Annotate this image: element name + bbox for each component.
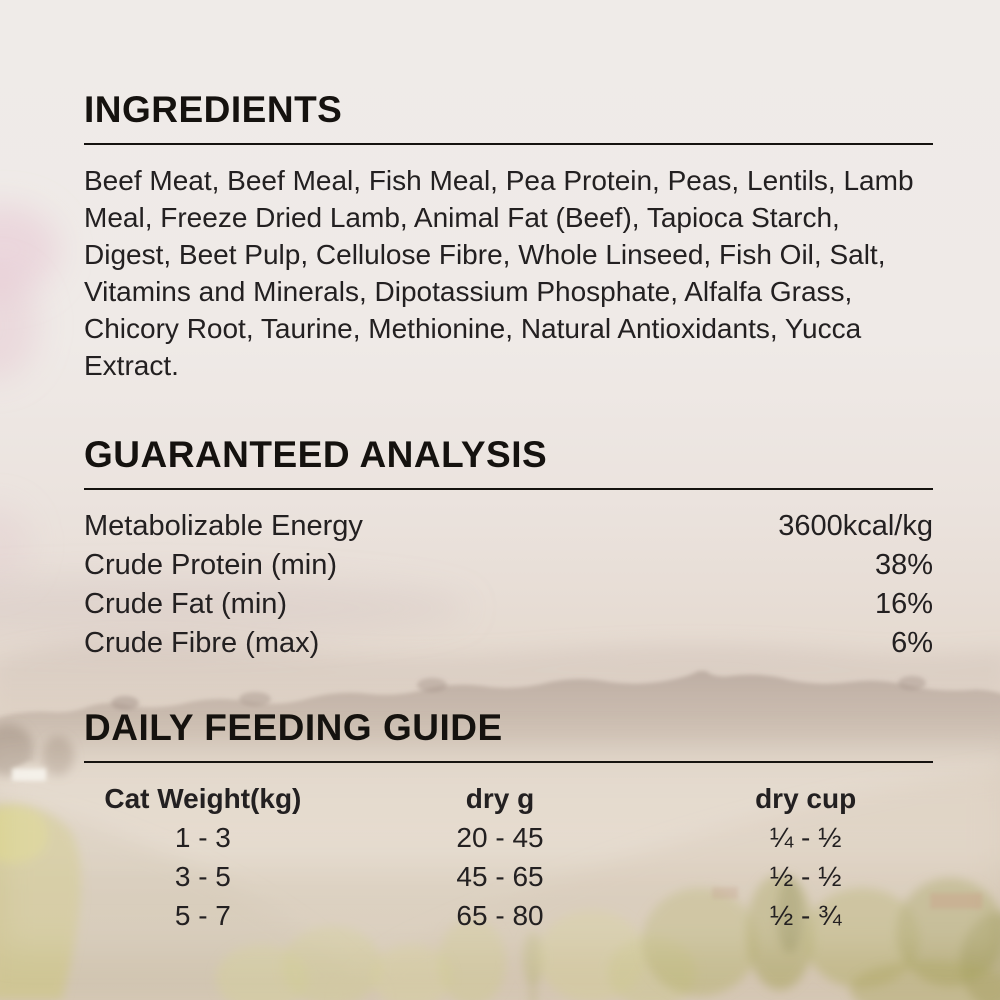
ingredients-text: Beef Meat, Beef Meal, Fish Meal, Pea Protein, Peas, Lentils, Lamb Meal, Freeze Dried Lamb, Animal Fat (Beef), Tapioca Starch, Digest, Beet Pulp, Cellulose Fibre, Whole Linseed, Fish Oil, Salt, Vitamins and Minerals, Dipotassium Phosphate, Alfalfa Grass, Chicory Root, Taurine, Methionine, Natural Antioxidants, Yucca Extract. <box>84 165 914 381</box>
section-divider <box>84 143 933 145</box>
feeding-cell-dry-g: 20 - 45 <box>456 822 544 853</box>
feeding-cell-dry-cup: ½ - ¾ <box>769 900 842 931</box>
analysis-label: Crude Protein (min) <box>84 549 338 581</box>
analysis-row <box>84 546 933 585</box>
analysis-label: Crude Fat (min) <box>84 588 288 620</box>
guaranteed-analysis-heading: GUARANTEED ANALYSIS <box>84 434 548 475</box>
feeding-cell-weight: 3 - 5 <box>174 861 231 892</box>
feeding-table <box>84 779 933 935</box>
analysis-row <box>84 507 933 546</box>
feeding-guide-heading: DAILY FEEDING GUIDE <box>84 707 503 748</box>
analysis-label: Crude Fibre (max) <box>84 627 320 659</box>
feeding-cell-dry-cup: ½ - ½ <box>769 861 842 892</box>
section-divider <box>84 488 933 490</box>
analysis-row <box>84 585 933 624</box>
analysis-value: 16% <box>874 588 933 620</box>
feeding-cell-dry-g: 45 - 65 <box>456 861 544 892</box>
analysis-label: Metabolizable Energy <box>84 510 363 542</box>
feeding-column-header-dry-g: dry g <box>465 783 535 814</box>
feeding-column-header-dry-cup: dry cup <box>755 783 857 814</box>
feeding-column-header-weight: Cat Weight(kg) <box>104 783 302 814</box>
guaranteed-analysis-section <box>84 435 933 663</box>
feeding-cell-weight: 5 - 7 <box>174 900 231 931</box>
analysis-value: 38% <box>874 549 933 581</box>
feeding-cell-weight: 1 - 3 <box>174 822 231 853</box>
feeding-cell-dry-cup: ¼ - ½ <box>769 822 842 853</box>
section-divider <box>84 761 933 763</box>
analysis-value: 3600kcal/kg <box>778 510 933 542</box>
feeding-guide-section <box>84 708 933 935</box>
ingredients-section <box>84 90 933 384</box>
ingredients-heading: INGREDIENTS <box>84 89 343 130</box>
feeding-cell-dry-g: 65 - 80 <box>456 900 544 931</box>
analysis-value: 6% <box>891 627 933 659</box>
analysis-row <box>84 624 933 663</box>
analysis-rows <box>84 507 933 663</box>
